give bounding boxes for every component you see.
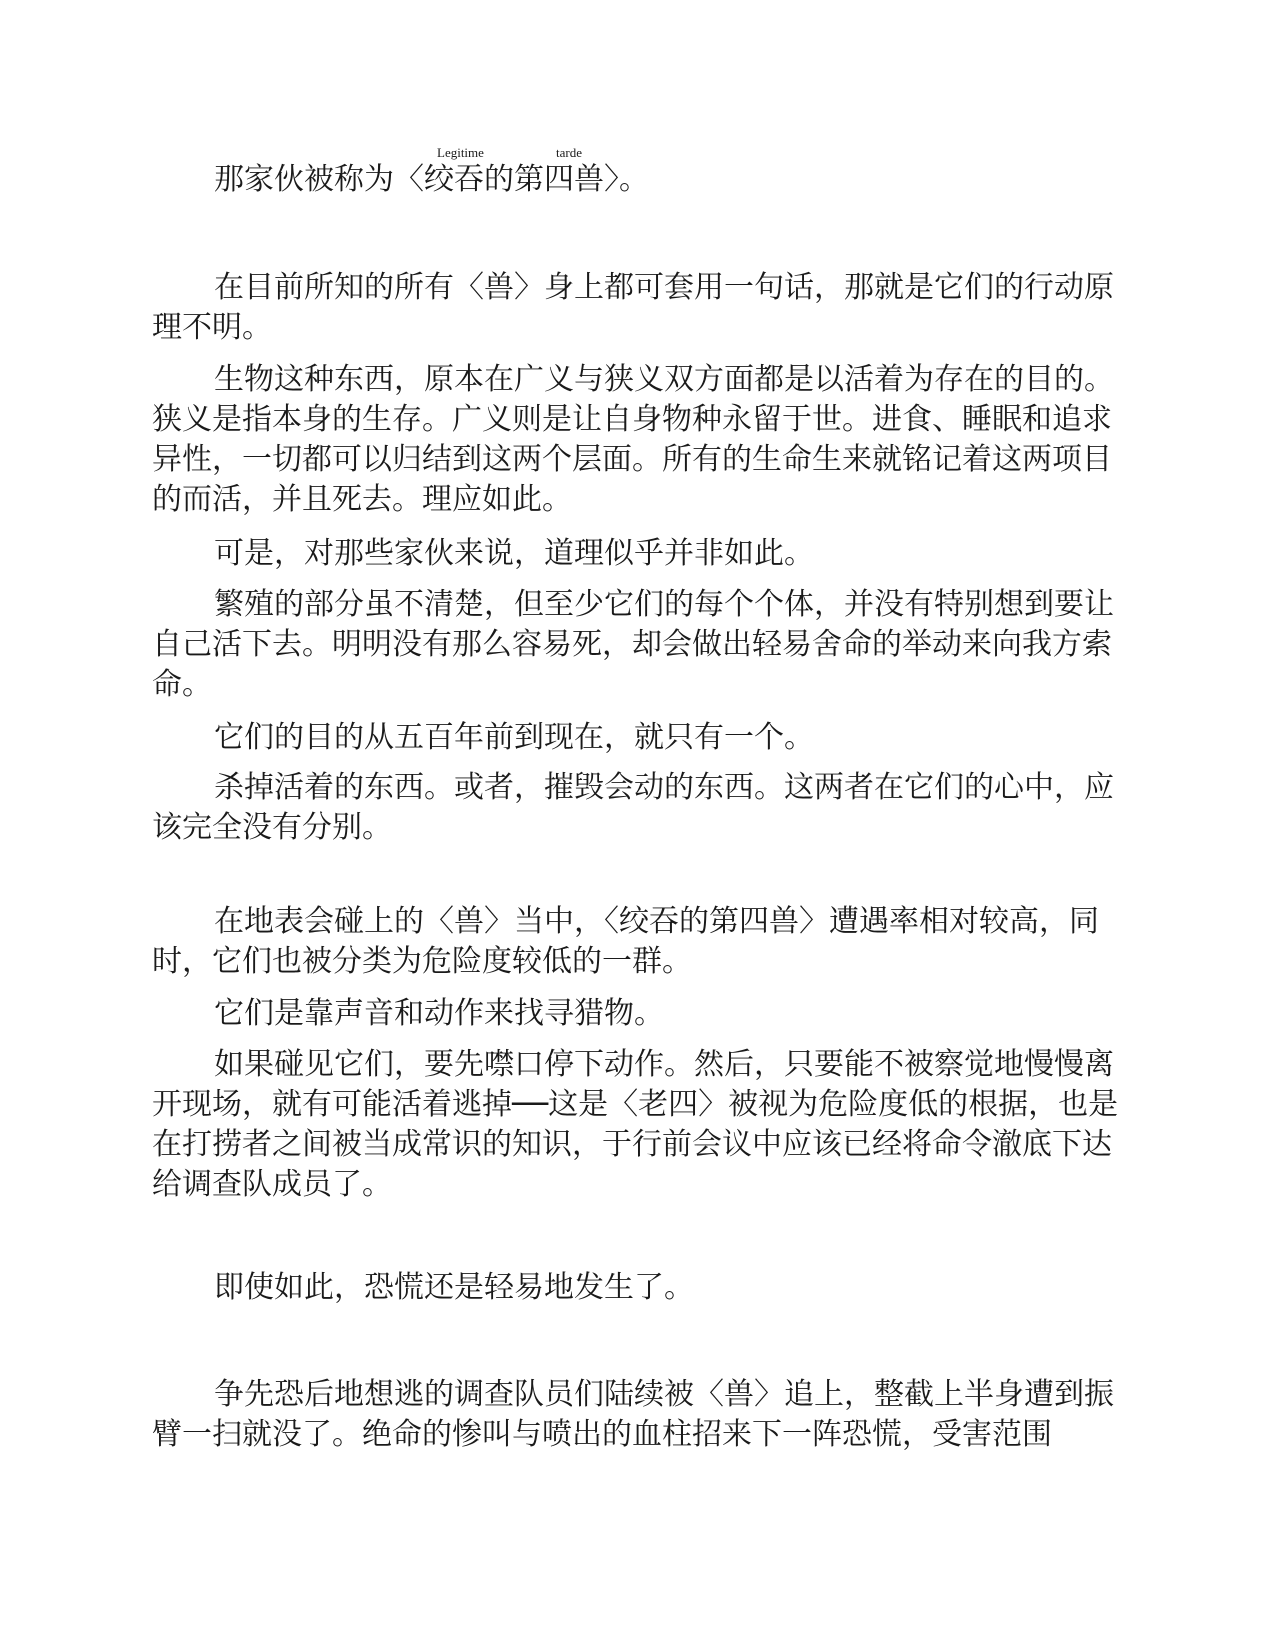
paragraph: 争先恐后地想逃的调查队员们陆续被〈兽〉追上，整截上半身遭到振臂一扫就没了。绝命的惨叫与喷出的血柱招来下一阵恐慌，受害范围 [152,1377,1114,1452]
ruby-annotation: Legitime [437,145,484,160]
paragraph: 它们的目的从五百年前到现在，就只有一个。 [214,720,814,755]
ruby-annotation: tarde [556,145,582,160]
paragraph: 如果碰见它们，要先噤口停下动作。然后，只要能不被察觉地慢慢离开现场，就有可能活着逃掉──这是〈老四〉被视为危险度低的根据，也是在打捞者之间被当成常识的知识，于行前会议中应该已经将命令澈底下达给调查队成员了。 [152,1047,1119,1202]
paragraph: 那家伙被称为〈绞吞的第四兽〉。 [214,162,649,197]
paragraph: 在目前所知的所有〈兽〉身上都可套用一句话，那就是它们的行动原理不明。 [152,270,1114,345]
paragraph: 即使如此，恐慌还是轻易地发生了。 [214,1270,694,1305]
paragraph: 它们是靠声音和动作来找寻猎物。 [214,996,664,1031]
paragraph: 可是，对那些家伙来说，道理似乎并非如此。 [214,536,814,571]
paragraph: 杀掉活着的东西。或者，摧毁会动的东西。这两者在它们的心中，应该完全没有分别。 [152,770,1114,845]
paragraph: 生物这种东西，原本在广义与狭义双方面都是以活着为存在的目的。狭义是指本身的生存。广义则是让自身物种永留于世。进食、睡眠和追求异性，一切都可以归结到这两个层面。所有的生命生来就铭记着这两项目的而活，并且死去。理应如此。 [152,362,1114,517]
paragraph: 在地表会碰上的〈兽〉当中，〈绞吞的第四兽〉遭遇率相对较高，同时，它们也被分类为危险度较低的一群。 [152,904,1099,979]
paragraph: 繁殖的部分虽不清楚，但至少它们的每个个体，并没有特别想到要让自己活下去。明明没有那么容易死，却会做出轻易舍命的举动来向我方索命。 [152,587,1114,702]
